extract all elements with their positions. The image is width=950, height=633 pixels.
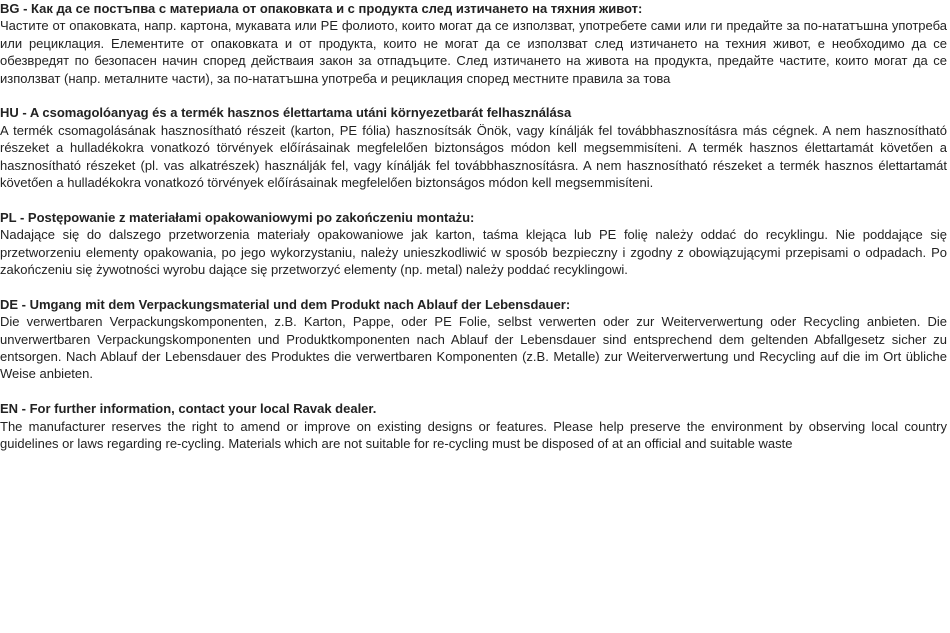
section-heading-pl: PL - Postępowanie z materiałami opakowaniowymi po zakończeniu montażu: <box>0 209 475 225</box>
section-hu <box>0 104 947 191</box>
section-bg <box>0 0 947 87</box>
section-heading-de: DE - Umgang mit dem Verpackungsmaterial und dem Produkt nach Ablauf der Lebensdauer: <box>0 296 571 312</box>
section-heading-hu: HU - A csomagolóanyag és a termék hasznos élettartama utáni környezetbarát felhasználása <box>0 105 572 121</box>
section-heading-en: EN - For further information, contact your local Ravak dealer. <box>0 401 377 417</box>
section-body-de: Die verwertbaren Verpackungskomponenten, z.B. Karton, Pappe, oder PE Folie, selbst verwerten oder zur Weiterverwertung oder Recycling anbieten. Die unverwertbaren Verpackungskomponenten und Produktkomponenten nach Ablauf der Lebensdauer sind entsprechend dem geltenden Abfallgesetz sicher zu entsorgen. Nach Ablauf der Lebensdauer des Produktes die verwertbaren Komponenten (z.B. Metalle) zur Weiterverwertung und Recycling auf die im Ort übliche Weise anbieten. <box>0 314 947 382</box>
section-de <box>0 296 947 383</box>
section-body-pl: Nadające się do dalszego przetworzenia materiały opakowaniowe jak karton, taśma klejąca lub PE folię należy oddać do recyklingu. Nie poddające się przetworzeniu elementy opakowania, po jego wykorzystaniu, należy unieszkodliwić w sposób bezpieczny i zgodny z obowiązującymi przepisami o odpadach. Po zakończeniu się żywotności wyrobu dające się przetworzyć elementy (np. metal) należy poddać recyklingowi. <box>0 227 947 278</box>
section-body-en: The manufacturer reserves the right to amend or improve on existing designs or features. Please help preserve the environment by observing local country guidelines or laws regarding re-cycling. Materials which are not suitable for re-cycling must be disposed of at an official and suitable waste <box>0 418 947 452</box>
section-heading-bg: BG - Как да се постъпва с материала от опаковката и с продукта след изтичането на тяхния живот: <box>0 1 643 16</box>
section-pl <box>0 209 947 279</box>
section-en <box>0 400 947 452</box>
section-body-bg: Частите от опаковката, напр. картона, мукавата или PE фолиото, които могат да се използват, употребете сами или ги предайте за по-нататъшна употреба или рециклация. Елементите от опаковката и от продукта, които не могат да се използват след изтичането на техния живот, е необходимо да се обезвредят по безопасен начин според действаия закон за отпадъците. След изтичането на живота на продукта, предайте частите, които могат да се използват (напр. металните части), за по-нататъшна употреба и рециклация според местните правила за това <box>0 18 947 86</box>
section-body-hu: A termék csomagolásának hasznosítható részeit (karton, PE fólia) hasznosítsák Önök, vagy kínálják fel továbbhasznosításra más cégnek. A nem hasznosítható részeket a hulladékokra vonatkozó törvények előírásainak megfelelően biztonságos módon kell megsemmisíteni. A termék hasznos élettartamát követően a hasznosítható részeket (pl. vas alkatrészek) használják fel, vagy kínálják fel továbbhasznosításra. A nem hasznosítható részeket a termék hasznos élettartamát követően a hulladékokra vonatkozó törvények előírásainak megfelelően biztonságos módon kell megsemmisíteni. <box>0 122 947 191</box>
